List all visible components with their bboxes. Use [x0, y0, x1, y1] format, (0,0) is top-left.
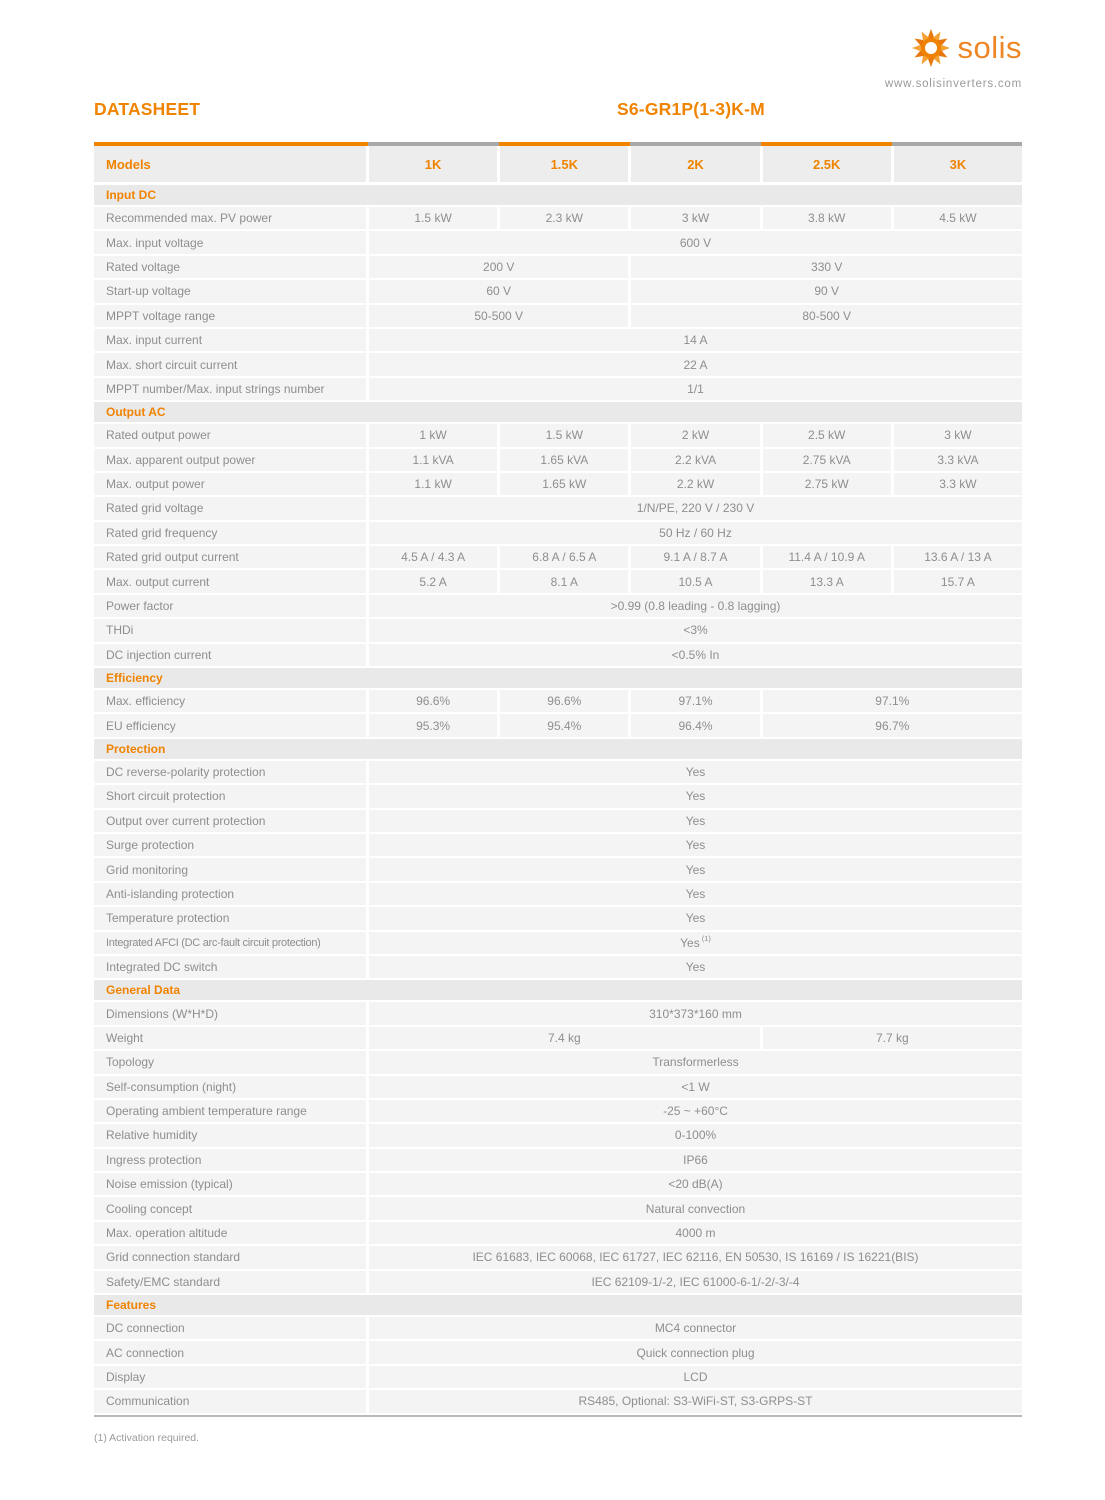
spec-row-value: 600 V [369, 231, 1022, 253]
brand-name: solis [957, 30, 1022, 65]
spec-row-value: Natural convection [369, 1197, 1022, 1219]
spec-row [94, 473, 1022, 495]
spec-row-value: 2.5 kW [763, 424, 891, 446]
spec-row-value: 1/N/PE, 220 V / 230 V [369, 497, 1022, 519]
spec-row-label: Max. output current [94, 570, 366, 592]
sun-logo-icon [911, 28, 951, 68]
footnote: (1) Activation required. [94, 1432, 200, 1444]
spec-row-label: DC injection current [94, 644, 366, 666]
spec-row [94, 424, 1022, 446]
spec-row-value: 95.3% [369, 714, 497, 736]
spec-row-label: Temperature protection [94, 907, 366, 929]
spec-row-value: Yes [369, 883, 1022, 905]
column-header-2-5k: 2.5K [763, 146, 891, 182]
spec-row [94, 1100, 1022, 1122]
spec-row-label: Max. operation altitude [94, 1222, 366, 1244]
spec-row-label: Power factor [94, 595, 366, 617]
spec-row-value: 95.4% [500, 714, 628, 736]
spec-row-value: 6.8 A / 6.5 A [500, 546, 628, 568]
spec-row [94, 1366, 1022, 1388]
spec-row-label: Output over current protection [94, 810, 366, 832]
spec-row-value: 1.1 kW [369, 473, 497, 495]
spec-row [94, 690, 1022, 712]
spec-row [94, 714, 1022, 736]
table-body [94, 185, 1022, 1413]
spec-row-value: 1.5 kW [369, 207, 497, 229]
spec-row-value: Yes [369, 785, 1022, 807]
spec-row-value: 2.75 kVA [763, 449, 891, 471]
spec-row-value: Yes (1) [369, 932, 1022, 954]
spec-row-value: MC4 connector [369, 1317, 1022, 1339]
spec-row [94, 834, 1022, 856]
spec-row-label: Display [94, 1366, 366, 1388]
spec-row-label: DC reverse-polarity protection [94, 761, 366, 783]
section-header: Output AC [94, 402, 1022, 422]
section-header: Features [94, 1295, 1022, 1315]
spec-row-value: 10.5 A [631, 570, 759, 592]
spec-row-label: THDi [94, 619, 366, 641]
spec-row-value: 2.75 kW [763, 473, 891, 495]
spec-row-label: Grid connection standard [94, 1246, 366, 1268]
spec-row [94, 1051, 1022, 1073]
spec-row-label: EU efficiency [94, 714, 366, 736]
spec-row-label: Ingress protection [94, 1149, 366, 1171]
spec-row-value: Yes [369, 810, 1022, 832]
spec-row-value: 13.6 A / 13 A [894, 546, 1022, 568]
spec-row-label: Integrated AFCI (DC arc-fault circuit protection) [94, 932, 366, 954]
spec-row-label: Noise emission (typical) [94, 1173, 366, 1195]
spec-row-value: Yes [369, 858, 1022, 880]
spec-row-value: 2 kW [631, 424, 759, 446]
spec-row-value: IEC 61683, IEC 60068, IEC 61727, IEC 62116, EN 50530, IS 16169 / IS 16221(BIS) [369, 1246, 1022, 1268]
column-header-3k: 3K [894, 146, 1022, 182]
spec-row [94, 378, 1022, 400]
spec-row-value: Quick connection plug [369, 1341, 1022, 1363]
spec-row-label: Dimensions (W*H*D) [94, 1002, 366, 1024]
spec-row-value: 4.5 kW [894, 207, 1022, 229]
spec-row-value: 22 A [369, 353, 1022, 375]
spec-row [94, 785, 1022, 807]
spec-row-label: Weight [94, 1027, 366, 1049]
spec-row-value: 8.1 A [500, 570, 628, 592]
spec-row-label: Rated grid frequency [94, 522, 366, 544]
spec-row-label: MPPT voltage range [94, 305, 366, 327]
spec-row-value: 200 V [369, 256, 628, 278]
spec-row [94, 619, 1022, 641]
spec-row-label: Max. input voltage [94, 231, 366, 253]
spec-row [94, 907, 1022, 929]
spec-row [94, 810, 1022, 832]
spec-row-value: 1.1 kVA [369, 449, 497, 471]
spec-row [94, 1002, 1022, 1024]
spec-row-label: Start-up voltage [94, 280, 366, 302]
spec-row-value: 60 V [369, 280, 628, 302]
spec-row [94, 932, 1022, 954]
spec-row [94, 231, 1022, 253]
spec-row-value: 14 A [369, 329, 1022, 351]
spec-row-label: Rated voltage [94, 256, 366, 278]
spec-row [94, 546, 1022, 568]
footnote-marker: (1) [701, 933, 711, 943]
spec-row-label: Self-consumption (night) [94, 1076, 366, 1098]
spec-row-value: RS485, Optional: S3-WiFi-ST, S3-GRPS-ST [369, 1390, 1022, 1412]
spec-row [94, 1271, 1022, 1293]
spec-row-value: 1.65 kW [500, 473, 628, 495]
spec-row-value: Yes [369, 761, 1022, 783]
spec-row-value: Transformerless [369, 1051, 1022, 1073]
spec-row-value: Yes [369, 907, 1022, 929]
spec-row-label: Max. output power [94, 473, 366, 495]
spec-row [94, 1222, 1022, 1244]
spec-row-value: 13.3 A [763, 570, 891, 592]
spec-row-label: Topology [94, 1051, 366, 1073]
spec-row-label: Rated output power [94, 424, 366, 446]
spec-row-value: 1/1 [369, 378, 1022, 400]
spec-row-value: 2.2 kW [631, 473, 759, 495]
spec-row [94, 353, 1022, 375]
spec-row-value: 2.3 kW [500, 207, 628, 229]
spec-row-value: 90 V [631, 280, 1022, 302]
spec-row-value: <1 W [369, 1076, 1022, 1098]
spec-row-value: 3.8 kW [763, 207, 891, 229]
spec-row-value: LCD [369, 1366, 1022, 1388]
spec-row-value: 96.6% [369, 690, 497, 712]
spec-row-value: 310*373*160 mm [369, 1002, 1022, 1024]
spec-row-value: IP66 [369, 1149, 1022, 1171]
spec-row [94, 1173, 1022, 1195]
spec-row-value: IEC 62109-1/-2, IEC 61000-6-1/-2/-3/-4 [369, 1271, 1022, 1293]
section-header: Protection [94, 739, 1022, 759]
datasheet-title: DATASHEET [94, 99, 201, 119]
spec-row-value: 9.1 A / 8.7 A [631, 546, 759, 568]
section-header: Input DC [94, 185, 1022, 205]
spec-row-value: 4000 m [369, 1222, 1022, 1244]
spec-row-value: 3.3 kW [894, 473, 1022, 495]
spec-row-value: Yes [369, 834, 1022, 856]
table-header-row [94, 146, 1022, 182]
column-header-1k: 1K [369, 146, 497, 182]
spec-row-label: Max. input current [94, 329, 366, 351]
spec-row-value: 5.2 A [369, 570, 497, 592]
spec-row-value: >0.99 (0.8 leading - 0.8 lagging) [369, 595, 1022, 617]
website-url: www.solisinverters.com [884, 78, 1022, 90]
section-header: Efficiency [94, 668, 1022, 688]
spec-row [94, 858, 1022, 880]
spec-row-label: Max. apparent output power [94, 449, 366, 471]
spec-row-label: DC connection [94, 1317, 366, 1339]
spec-row [94, 449, 1022, 471]
spec-row-value: Yes [369, 956, 1022, 978]
spec-row-value: <3% [369, 619, 1022, 641]
spec-row [94, 329, 1022, 351]
spec-row [94, 497, 1022, 519]
spec-row [94, 522, 1022, 544]
spec-row-value: 80-500 V [631, 305, 1022, 327]
spec-row-label: AC connection [94, 1341, 366, 1363]
spec-row-value: 0-100% [369, 1124, 1022, 1146]
spec-row-label: Max. short circuit current [94, 353, 366, 375]
spec-row-value: 96.4% [631, 714, 759, 736]
spec-row-value: 2.2 kVA [631, 449, 759, 471]
spec-table [94, 142, 1022, 1417]
spec-row [94, 1027, 1022, 1049]
spec-row [94, 761, 1022, 783]
spec-row [94, 1149, 1022, 1171]
spec-row-label: Short circuit protection [94, 785, 366, 807]
brand-block [911, 28, 1022, 68]
spec-row-label: Safety/EMC standard [94, 1271, 366, 1293]
spec-row-value: <0.5% In [369, 644, 1022, 666]
spec-row [94, 1341, 1022, 1363]
spec-row-value: <20 dB(A) [369, 1173, 1022, 1195]
spec-row-value: 7.4 kg [369, 1027, 760, 1049]
spec-row-value: 50 Hz / 60 Hz [369, 522, 1022, 544]
spec-row-label: Grid monitoring [94, 858, 366, 880]
spec-row-value: 4.5 A / 4.3 A [369, 546, 497, 568]
spec-row [94, 1246, 1022, 1268]
spec-row-label: Recommended max. PV power [94, 207, 366, 229]
spec-row [94, 1076, 1022, 1098]
spec-row-value: 330 V [631, 256, 1022, 278]
spec-row-label: Surge protection [94, 834, 366, 856]
spec-row-value: 7.7 kg [763, 1027, 1022, 1049]
spec-row [94, 956, 1022, 978]
spec-row-value: 50-500 V [369, 305, 628, 327]
spec-row [94, 595, 1022, 617]
spec-row [94, 1197, 1022, 1219]
spec-row [94, 1390, 1022, 1412]
spec-row-value: 96.6% [500, 690, 628, 712]
spec-row-value: 97.1% [631, 690, 759, 712]
spec-row-label: Relative humidity [94, 1124, 366, 1146]
spec-row-value: 97.1% [763, 690, 1022, 712]
spec-row [94, 1124, 1022, 1146]
spec-row [94, 256, 1022, 278]
spec-row-label: MPPT number/Max. input strings number [94, 378, 366, 400]
spec-row-label: Communication [94, 1390, 366, 1412]
spec-row [94, 280, 1022, 302]
spec-row-value: 96.7% [763, 714, 1022, 736]
spec-row-value: 1.65 kVA [500, 449, 628, 471]
spec-row-value: 1.5 kW [500, 424, 628, 446]
spec-row-value: 3 kW [894, 424, 1022, 446]
spec-row-label: Rated grid voltage [94, 497, 366, 519]
spec-row [94, 570, 1022, 592]
spec-row-value: 3 kW [631, 207, 759, 229]
spec-row [94, 644, 1022, 666]
model-title: S6-GR1P(1-3)K-M [617, 99, 765, 119]
spec-row-label: Rated grid output current [94, 546, 366, 568]
spec-row-value: 3.3 kVA [894, 449, 1022, 471]
spec-row [94, 1317, 1022, 1339]
spec-row-label: Integrated DC switch [94, 956, 366, 978]
column-header-2k: 2K [631, 146, 759, 182]
spec-row-value: -25 ~ +60°C [369, 1100, 1022, 1122]
column-header-models: Models [94, 146, 366, 182]
spec-row-value: 11.4 A / 10.9 A [763, 546, 891, 568]
spec-row-label: Cooling concept [94, 1197, 366, 1219]
spec-row-label: Max. efficiency [94, 690, 366, 712]
spec-row-value: 15.7 A [894, 570, 1022, 592]
section-header: General Data [94, 980, 1022, 1000]
spec-row-value: 1 kW [369, 424, 497, 446]
spec-row [94, 207, 1022, 229]
column-header-1-5k: 1.5K [500, 146, 628, 182]
table-bottom-border [94, 1415, 1022, 1417]
spec-row-label: Operating ambient temperature range [94, 1100, 366, 1122]
spec-row-label: Anti-islanding protection [94, 883, 366, 905]
spec-row [94, 305, 1022, 327]
spec-row [94, 883, 1022, 905]
